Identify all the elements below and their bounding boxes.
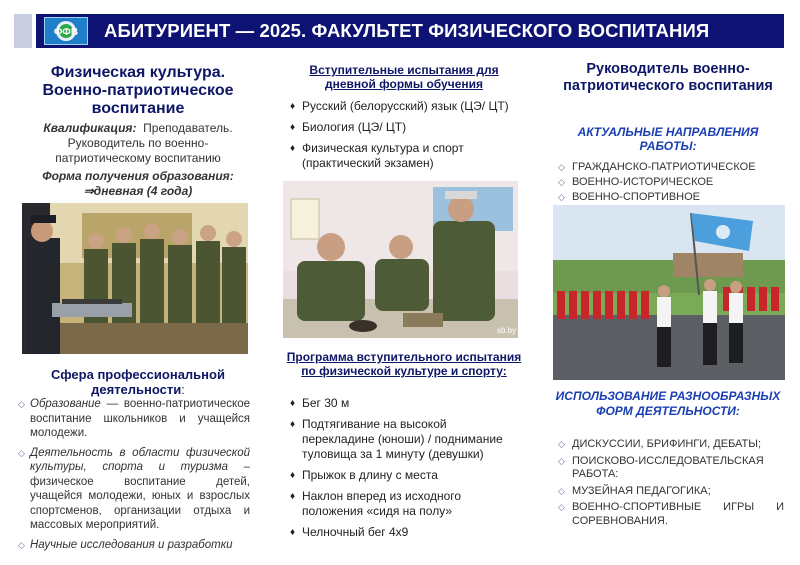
directions-title: АКТУАЛЬНЫЕ НАПРАВЛЕНИЯ РАБОТЫ: [577, 125, 759, 153]
qualification-label: Квалификация: [43, 121, 137, 135]
list-item [18, 446, 250, 533]
list-item [18, 538, 250, 553]
photo-exam-table [283, 181, 518, 338]
forms-list [558, 438, 784, 531]
list-item: ♦ Подтягивание на высокой перекладине (юноши) / поднимание туловища за 1 минуту (девушки) [290, 417, 522, 462]
program-title: Программа вступительного испытания по физической культуре и спорту: [286, 350, 522, 378]
list-item: ◇ ДИСКУССИИ, БРИФИНГИ, ДЕБАТЫ; [558, 438, 784, 452]
list-item: ♦ Физическая культура и спорт (практический экзамен) [290, 141, 522, 171]
photo-weapons-class [22, 203, 248, 354]
sfera-title [24, 367, 252, 397]
study-form-label: Форма получения образования: [42, 169, 234, 183]
list-item: ◇ МУЗЕЙНАЯ ПЕДАГОГИКА; [558, 485, 784, 499]
sfera-list [18, 397, 250, 557]
list-item: ♦ Биология (ЦЭ/ ЦТ) [290, 120, 522, 135]
study-form-value: ⇒дневная (4 года) [83, 184, 193, 198]
sfera-title-text: Сфера профессиональной деятельности [51, 367, 225, 397]
forms-title: ИСПОЛЬЗОВАНИЕ РАЗНООБРАЗНЫХ ФОРМ ДЕЯТЕЛЬНОСТИ: [555, 389, 781, 418]
logo-text: ФФВ [53, 27, 79, 38]
faculty-logo-icon [44, 17, 88, 45]
list-item: ◇ ВОЕННО-СПОРТИВНОЕ [558, 190, 786, 205]
sfera-item-text: – физическое воспитание детей, учащейся молодежи, юных и взрослых спортсменов, организации отдыха и массовых мероприятий. [30, 461, 250, 531]
sfera-item-text: — военно-патриотическое воспитание школьников и учащейся молодежи. [30, 398, 250, 439]
list-item: ◇ ПОИСКОВО-ИССЛЕДОВАТЕЛЬСКАЯ РАБОТА: [558, 455, 784, 482]
directions-list [558, 160, 786, 205]
list-item: ♦ Прыжок в длину с места [290, 468, 522, 483]
list-item: ♦ Челночный бег 4х9 [290, 525, 522, 540]
qualification-value: Преподаватель. Руководитель по военно-патриотическому воспитанию [55, 121, 233, 165]
exams-title: Вступительные испытания для дневной формы обучения [309, 63, 499, 91]
header-accent [14, 14, 32, 48]
list-item: ♦ Наклон вперед из исходного положения «сидя на полу» [290, 489, 522, 519]
program-list [290, 396, 522, 546]
photo-parade [553, 205, 785, 380]
sfera-item-label: Научные исследования и разработки [30, 538, 233, 551]
list-item: ♦ Бег 30 м [290, 396, 522, 411]
page-title: АБИТУРИЕНТ — 2025. ФАКУЛЬТЕТ ФИЗИЧЕСКОГО ВОСПИТАНИЯ [104, 20, 710, 41]
header [0, 0, 800, 52]
sfera-item-label: Деятельность в области физической культуры, спорта и туризма [30, 446, 250, 473]
exams-list [290, 99, 522, 177]
list-item: ◇ ВОЕННО-СПОРТИВНЫЕ ИГРЫ И СОРЕВНОВАНИЯ. [558, 501, 784, 528]
list-item: ♦ Русский (белорусский) язык (ЦЭ/ ЦТ) [290, 99, 522, 114]
photo-watermark: sb.by [497, 326, 517, 335]
list-item [18, 397, 250, 441]
sfera-title-colon: : [181, 382, 185, 397]
study-form [24, 169, 252, 199]
list-item: ◇ ГРАЖДАНСКО-ПАТРИОТИЧЕСКОЕ [558, 160, 786, 175]
list-item: ◇ ВОЕННО-ИСТОРИЧЕСКОЕ [558, 175, 786, 190]
qualification [24, 121, 252, 166]
sfera-item-label: Образование [30, 398, 101, 410]
leader-title: Руководитель военно-патриотического воспитания [563, 61, 773, 94]
specialty-title: Физическая культура. Военно-патриотическое воспитание [42, 64, 234, 117]
